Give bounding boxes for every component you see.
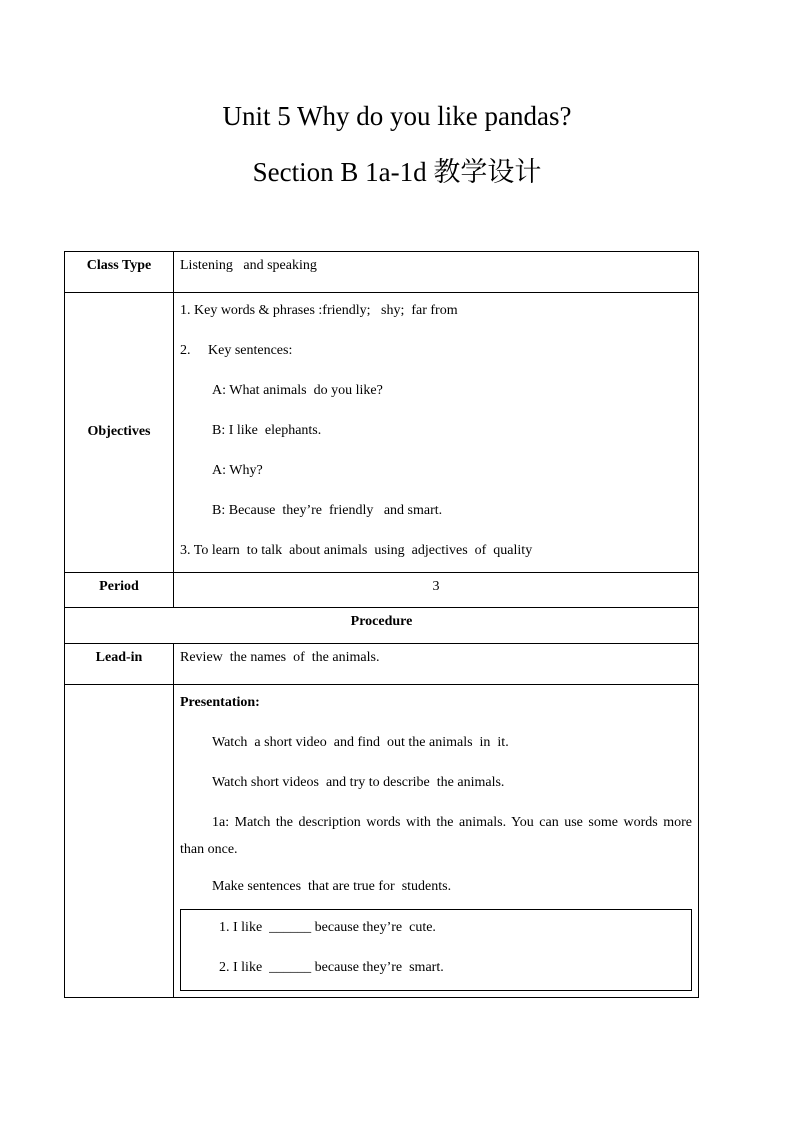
period-label: Period [65,573,174,608]
row-procedure [65,608,699,644]
example-sentence: 1. I like ______ because they’re cute. [219,920,436,935]
lead-in-label: Lead-in [65,644,174,685]
class-type-value: Listening and speaking [180,258,317,273]
document-title: Unit 5 Why do you like pandas? [222,101,572,131]
presentation-cell [174,685,699,998]
objectives-label: Objectives [65,293,174,573]
row-period [65,573,699,608]
lead-in-value: Review the names of the animals. [180,650,380,665]
row-lead-in [65,644,699,685]
objective-line: B: Because they’re friendly and smart. [212,503,443,518]
procedure-heading: Procedure [65,608,699,644]
document-subtitle: Section B 1a-1d 教学设计 [252,157,542,187]
period-value-cell [174,573,699,608]
presentation-line: Watch a short video and find out the animals in it. [212,735,509,750]
lesson-plan-table [64,251,699,998]
class-type-label: Class Type [65,252,174,293]
objective-line: A: Why? [212,463,263,478]
example-sentence: 2. I like ______ because they’re smart. [219,960,444,975]
objective-line: A: What animals do you like? [212,383,383,398]
example-sentences-box [180,909,692,991]
objective-line: 1. Key words & phrases :friendly; shy; far from [180,303,458,318]
objective-line: 2. Key sentences: [180,343,293,358]
row-objectives [65,293,699,573]
lead-in-value-cell [174,644,699,685]
presentation-paragraph: 1a: Match the description words with the animals. You can use some words more than once. [180,815,692,857]
presentation-label-cell [65,685,174,998]
objectives-cell [174,293,699,573]
period-value: 3 [432,579,440,594]
row-presentation [65,685,699,998]
presentation-heading: Presentation: [180,695,260,710]
presentation-line: Make sentences that are true for students. [212,879,452,894]
objective-line: 3. To learn to talk about animals using adjectives of quality [180,543,533,558]
objective-line: B: I like elephants. [212,423,322,438]
row-class-type [65,252,699,293]
presentation-line: Watch short videos and try to describe the animals. [212,775,505,790]
class-type-value-cell [174,252,699,293]
